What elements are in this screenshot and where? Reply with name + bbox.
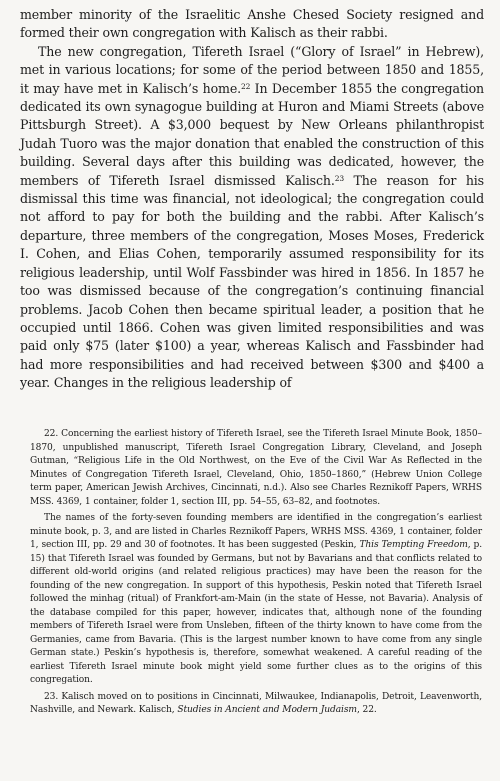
footnote-ref-23[interactable]: 23 (334, 173, 344, 183)
footnotes (30, 428, 482, 721)
footnote-22-continued (30, 512, 482, 688)
paragraph-1: member minority of the Israelitic Anshe Chesed Society resigned and formed their own congregation with Kalisch as their rabbi. (20, 7, 484, 41)
book-title-studies: Studies in Ancient and Modern Judaism (177, 705, 357, 715)
footnote-23 (30, 691, 482, 718)
footnote-22-continued-b: , p. 15) that Tifereth Israel was founded by Germans, but not by Bavarians and that conflicts related to different old-world origins (and related religious practices) may have been the reason for the founding of the new congregation. In support of this hypothesis, Peskin noted that Tifereth Israel followed the minhag (ritual) of Frankfort-am-Main (in the state of Hesse, not Bavaria). Analysis of the database compiled for this paper, however, indicates that, although none of the founding members of Tifereth Israel were from Unsleben, fifteen of the thirty known to have come from the Germanies, came from Bavaria. (This is the largest number known to have come from any single German state.) Peskin’s hypothesis is, therefore, somewhat weakened. A careful reading of the earliest Tifereth Israel minute book might yield some further clues as to the origins of this congregation. (30, 540, 482, 685)
footnote-23-b: , 22. (356, 705, 377, 715)
footnote-22-continued-a: The names of the forty-seven founding members are identified in the congregation’s earliest minute book, p. 3, and are listed in Charles Reznikoff Papers, WRHS MSS. 4369, 1 container, folder 1, section III, pp. 29 and 30 of footnotes. It has been suggested (Peskin, (30, 513, 482, 550)
paragraph-2 (20, 43, 484, 393)
book-title-tempting-freedom: This Tempting Freedom (359, 540, 468, 550)
paragraph-2-part-c: The reason for his dismissal this time was financial, not ideological; the congregation could not afford to pay for both the building and the rabbi. After Kalisch’s departure, three members of the congregation, Moses Moses, Frederick I. Cohen, and Elias Cohen, temporarily assumed responsibility for its religious leadership, until Wolf Fassbinder was hired in 1856. In 1857 he too was dismissed because of the congregation’s continuing financial problems. Jacob Cohen then became spiritual leader, a position that he occupied until 1866. Cohen was given limited responsibilities and was paid only $75 (later $100) a year, whereas Kalisch and Fassbinder had had more responsibilities and had received between $300 and $400 a year. Changes in the religious leadership of (20, 172, 484, 391)
paragraph-2-part-b: In December 1855 the congregation dedicated its own synagogue building at Huron and Miami Streets (above Pittsburgh Street). A $3,000 bequest by New Orleans philanthropist Judah Tuoro was the major donation that enabled the construction of this building. Several days after this building was dedicated, however, the members of Tifereth Israel dismissed Kalisch. (20, 80, 484, 188)
main-text (20, 6, 484, 393)
page (20, 6, 484, 393)
paragraph-2-part-a: The new congregation, Tifereth Israel (“Glory of Israel” in Hebrew), met in various locations; for some of the period between 1850 and 1855, it may have met in Kalisch’s home. (20, 43, 484, 96)
footnote-ref-22[interactable]: 22 (241, 81, 251, 91)
footnote-22: 22. Concerning the earliest history of Tifereth Israel, see the Tifereth Israel Minute Book, 1850–1870, unpublished manuscript, Tifereth Israel Congregation Library, Cleveland, and Joseph Gutman, “Religious Life in the Old Northwest, on the Eve of the Civil War As Reflected in the Minutes of Congregation Tifereth Israel, Cleveland, Ohio, 1850–1860,” (Hebrew Union College term paper, American Jewish Archives, Cincinnati, n.d.). Also see Charles Reznikoff Papers, WRHS MSS. 4369, 1 container, folder 1, section III, pp. 54–55, 63–82, and footnotes. (30, 429, 482, 507)
footnote-23-a: 23. Kalisch moved on to positions in Cincinnati, Milwaukee, Indianapolis, Detroit, Leavenworth, Nashville, and Newark. Kalisch, (30, 691, 482, 715)
